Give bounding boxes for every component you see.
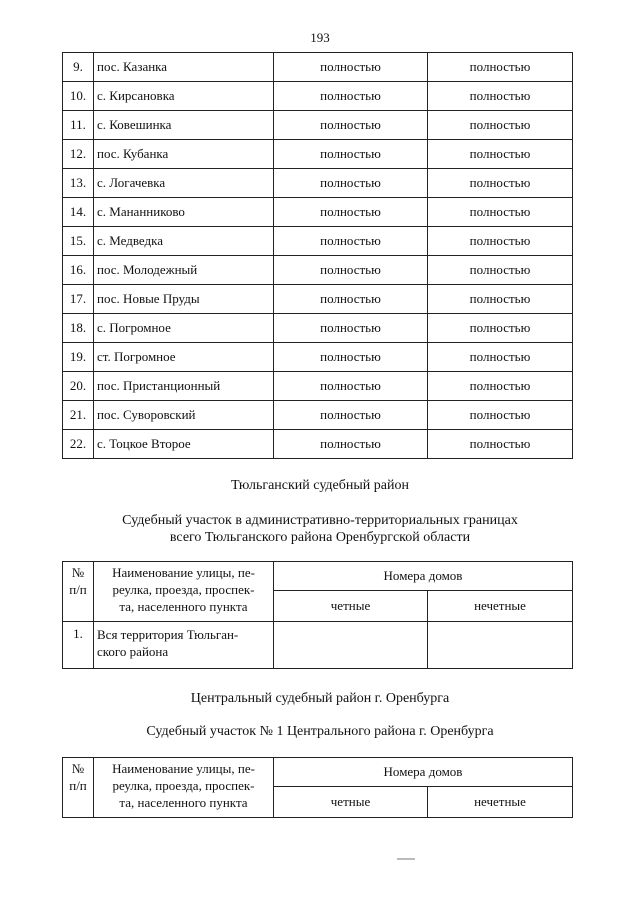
row-even: полностью <box>274 111 428 140</box>
row-odd: полностью <box>428 372 573 401</box>
row-name: пос. Казанка <box>94 53 274 82</box>
header-name: Наименование улицы, пе- реулка, проезда, проспек- та, населенного пункта <box>94 758 274 818</box>
table-row <box>63 401 573 430</box>
district-title-orenburg: Центральный судебный район г. Оренбурга <box>190 691 450 706</box>
table-row <box>63 169 573 198</box>
row-name: с. Медведка <box>94 227 274 256</box>
row-even: полностью <box>274 82 428 111</box>
tyulgan-table <box>62 561 573 669</box>
orenburg-table <box>62 757 573 818</box>
row-odd: полностью <box>428 82 573 111</box>
row-name: пос. Молодежный <box>94 256 274 285</box>
row-name: пос. Новые Пруды <box>94 285 274 314</box>
table-row <box>63 314 573 343</box>
row-num: 11. <box>63 111 94 140</box>
header-name: Наименование улицы, пе- реулка, проезда, проспек- та, населенного пункта <box>94 562 274 622</box>
plot-title-tyulgan-line1: Судебный участок в административно-территориальных границах <box>122 513 518 528</box>
row-even: полностью <box>274 314 428 343</box>
table-row <box>63 622 573 669</box>
district-title-tyulgan: Тюльганский судебный район <box>231 478 409 493</box>
table-row <box>63 285 573 314</box>
row-even: полностью <box>274 227 428 256</box>
table-row <box>63 430 573 459</box>
row-odd: полностью <box>428 53 573 82</box>
header-even: четные <box>274 787 428 818</box>
row-num: 10. <box>63 82 94 111</box>
table-row <box>63 140 573 169</box>
row-odd: полностью <box>428 401 573 430</box>
header-houses: Номера домов <box>274 562 573 591</box>
row-num: 18. <box>63 314 94 343</box>
row-odd: полностью <box>428 430 573 459</box>
row-name: с. Ковешинка <box>94 111 274 140</box>
header-odd: нечетные <box>428 591 573 622</box>
row-num: 19. <box>63 343 94 372</box>
header-odd: нечетные <box>428 787 573 818</box>
row-num: 20. <box>63 372 94 401</box>
row-name: с. Погромное <box>94 314 274 343</box>
row-num: 12. <box>63 140 94 169</box>
row-even: полностью <box>274 401 428 430</box>
row-odd: полностью <box>428 227 573 256</box>
row-even <box>274 622 428 669</box>
table-row <box>63 198 573 227</box>
row-odd: полностью <box>428 256 573 285</box>
row-odd: полностью <box>428 314 573 343</box>
row-num: 14. <box>63 198 94 227</box>
table-row <box>63 256 573 285</box>
row-odd: полностью <box>428 198 573 227</box>
row-odd: полностью <box>428 343 573 372</box>
plot-title-orenburg: Судебный участок № 1 Центрального района г. Оренбурга <box>146 724 494 739</box>
row-name: с. Логачевка <box>94 169 274 198</box>
row-even: полностью <box>274 430 428 459</box>
row-odd <box>428 622 573 669</box>
row-even: полностью <box>274 53 428 82</box>
header-even: четные <box>274 591 428 622</box>
row-name: пос. Суворовский <box>94 401 274 430</box>
villages-table <box>62 52 573 459</box>
row-odd: полностью <box>428 285 573 314</box>
page-number: 193 <box>310 30 330 45</box>
row-even: полностью <box>274 285 428 314</box>
header-num: № п/п <box>63 562 94 622</box>
row-name: с. Кирсановка <box>94 82 274 111</box>
row-name: с. Мананниково <box>94 198 274 227</box>
row-num: 15. <box>63 227 94 256</box>
table-row <box>63 111 573 140</box>
table-row <box>63 372 573 401</box>
header-num: № п/п <box>63 758 94 818</box>
table-row <box>63 53 573 82</box>
row-num: 21. <box>63 401 94 430</box>
table-row <box>63 343 573 372</box>
row-even: полностью <box>274 372 428 401</box>
row-even: полностью <box>274 343 428 372</box>
scan-mark <box>397 858 415 860</box>
row-odd: полностью <box>428 111 573 140</box>
row-name: пос. Пристанционный <box>94 372 274 401</box>
table-row <box>63 82 573 111</box>
row-num: 13. <box>63 169 94 198</box>
plot-title-tyulgan-line2: всего Тюльганского района Оренбургской области <box>169 530 471 545</box>
row-even: полностью <box>274 198 428 227</box>
row-num: 9. <box>63 53 94 82</box>
row-odd: полностью <box>428 140 573 169</box>
row-num: 16. <box>63 256 94 285</box>
row-num: 22. <box>63 430 94 459</box>
row-even: полностью <box>274 169 428 198</box>
row-name: с. Тоцкое Второе <box>94 430 274 459</box>
row-name: Вся территория Тюльган- ского района <box>94 622 274 669</box>
header-houses: Номера домов <box>274 758 573 787</box>
row-even: полностью <box>274 140 428 169</box>
row-num: 1. <box>63 622 94 669</box>
row-name: пос. Кубанка <box>94 140 274 169</box>
row-odd: полностью <box>428 169 573 198</box>
table-row <box>63 227 573 256</box>
row-even: полностью <box>274 256 428 285</box>
row-num: 17. <box>63 285 94 314</box>
row-name: ст. Погромное <box>94 343 274 372</box>
